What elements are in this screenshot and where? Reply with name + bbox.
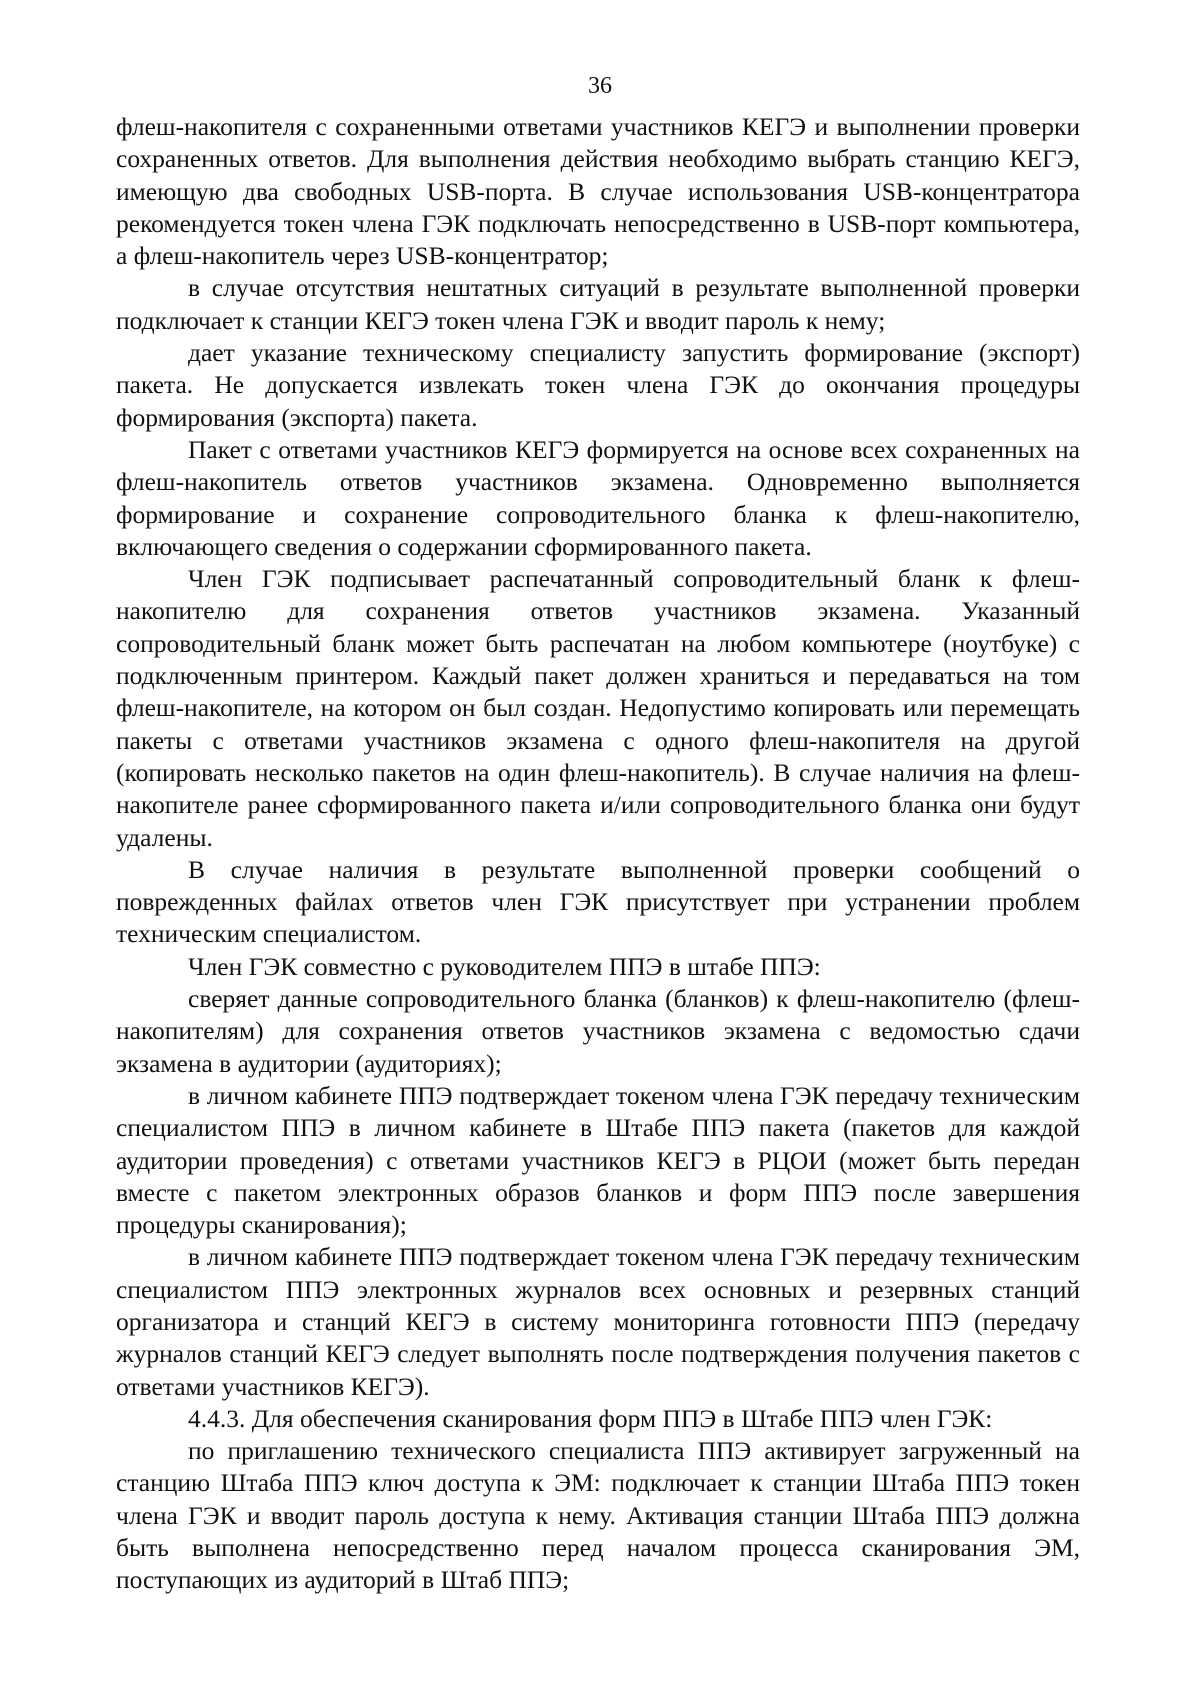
page-number: 36	[588, 73, 612, 99]
paragraph: Пакет с ответами участников КЕГЭ формируется на основе всех сохраненных на флеш-накопитель ответов участников экзамена. Одновременно выполняется формирование и сохранение сопроводительного бланка к флеш-накопителю, включающего сведения о содержании сформированного пакета.	[116, 434, 1080, 561]
paragraph: в личном кабинете ППЭ подтверждает токеном члена ГЭК передачу техническим специалистом ППЭ электронных журналов всех основных и резервных станций организатора и станций КЕГЭ в систему мониторинга готовности ППЭ (передачу журналов станций КЕГЭ следует выполнять после подтверждения получения пакетов с ответами участников КЕГЭ).	[116, 1242, 1080, 1401]
paragraph: в случае отсутствия нештатных ситуаций в результате выполненной проверки подключает к станции КЕГЭ токен члена ГЭК и вводит пароль к нему;	[116, 273, 1080, 335]
paragraph-continuation: флеш-накопителя с сохраненными ответами участников КЕГЭ и выполнении проверки сохраненных ответов. Для выполнения действия необходимо выбрать станцию КЕГЭ, имеющую два свободных USB-порта. В случае использования USB-концентратора рекомендуется токен члена ГЭК подключать непосредственно в USB-порт компьютера, а флеш-накопитель через USB-концентратор;	[116, 112, 1080, 271]
paragraph: сверяет данные сопроводительного бланка (бланков) к флеш-накопителю (флеш-накопителям) для сохранения ответов участников экзамена с ведомостью сдачи экзамена в аудитории (аудиториях);	[116, 984, 1080, 1078]
paragraph: в личном кабинете ППЭ подтверждает токеном члена ГЭК передачу техническим специалистом ППЭ в личном кабинете в Штабе ППЭ пакета (пакетов для каждой аудитории проведения) с ответами участников КЕГЭ в РЦОИ (может быть передан вместе с пакетом электронных образов бланков и форм ППЭ после завершения процедуры сканирования);	[116, 1080, 1080, 1240]
section-heading: 4.4.3. Для обеспечения сканирования форм ППЭ в Штабе ППЭ член ГЭК:	[188, 1403, 993, 1433]
document-body	[116, 111, 1080, 1597]
paragraph: В случае наличия в результате выполненной проверки сообщений о поврежденных файлах ответов член ГЭК присутствует при устранении проблем техническим специалистом.	[116, 854, 1080, 949]
paragraph: по приглашению технического специалиста ППЭ активирует загруженный на станцию Штаба ППЭ ключ доступа к ЭМ: подключает к станции Штаба ППЭ токен члена ГЭК и вводит пароль доступа к нему. Активация станции Штаба ППЭ должна быть выполнена непосредственно перед началом процесса сканирования ЭМ, поступающих из аудиторий в Штаб ППЭ;	[116, 1436, 1080, 1595]
paragraph: Член ГЭК совместно с руководителем ППЭ в штабе ППЭ:	[188, 951, 821, 981]
paragraph: Член ГЭК подписывает распечатанный сопроводительный бланк к флеш-накопителю для сохранения ответов участников экзамена. Указанный сопроводительный бланк может быть распечатан на любом компьютере (ноутбуке) с подключенным принтером. Каждый пакет должен храниться и передаваться на том флеш-накопителе, на котором он был создан. Недопустимо копировать или перемещать пакеты с ответами участников экзамена с одного флеш-накопителя на другой (копировать несколько пакетов на один флеш-накопитель). В случае наличия на флеш-накопителе ранее сформированного пакета и/или сопроводительного бланка они будут удалены.	[116, 564, 1080, 852]
paragraph: дает указание техническому специалисту запустить формирование (экспорт) пакета. Не допускается извлекать токен члена ГЭК до окончания процедуры формирования (экспорта) пакета.	[116, 338, 1080, 432]
